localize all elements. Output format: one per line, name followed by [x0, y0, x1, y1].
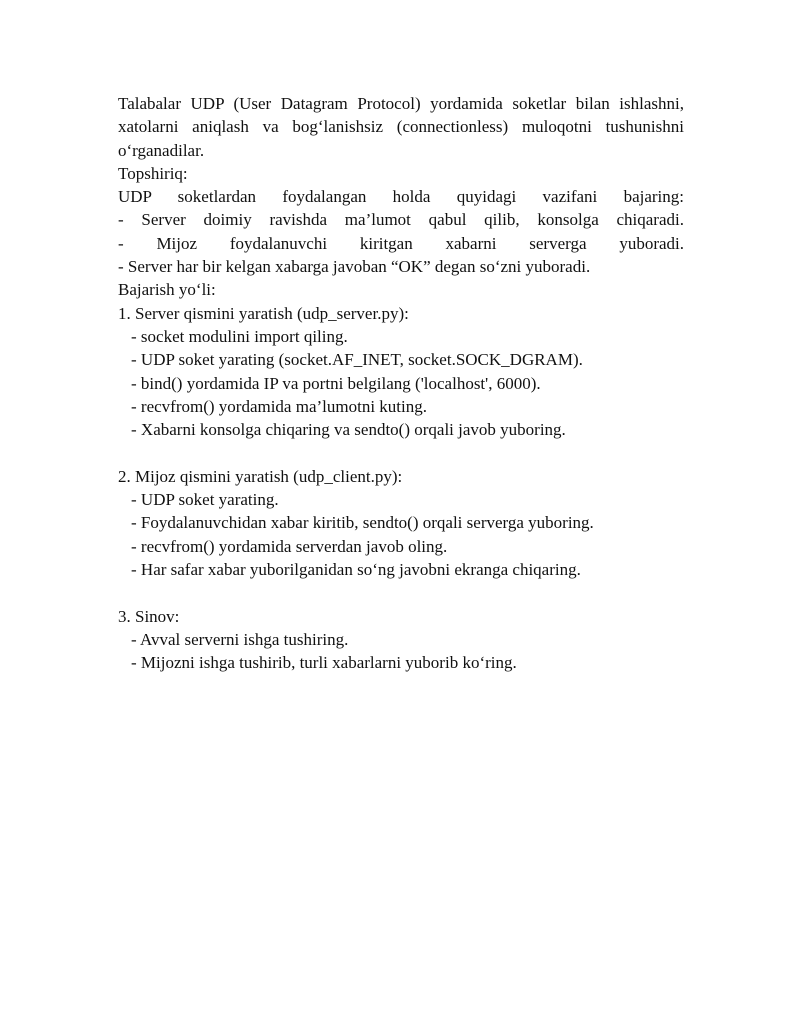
section-spacer	[118, 581, 684, 604]
task-line-3: - Mijoz foydalanuvchi kiritgan xabarni serverga yuboradi.	[118, 233, 684, 253]
task-line-4: - Server har bir kelgan xabarga javoban “OK” degan so‘zni yuboradi.	[118, 257, 591, 277]
client-step: - UDP soket yarating.	[131, 490, 279, 510]
server-step: - UDP soket yarating (socket.AF_INET, socket.SOCK_DGRAM).	[131, 350, 583, 370]
intro-line-1: Talabalar UDP (User Datagram Protocol) yordamida soketlar bilan ishlashni,	[118, 94, 684, 113]
client-step: - recvfrom() yordamida serverdan javob oling.	[131, 536, 448, 556]
task-line-1: UDP soketlardan foydalangan holda quyidagi vazifani bajaring:	[118, 187, 684, 207]
server-step: - socket modulini import qiling.	[131, 326, 348, 346]
task-line-2: - Server doimiy ravishda ma’lumot qabul qilib, konsolga chiqaradi.	[118, 210, 684, 230]
document-page	[118, 92, 684, 674]
intro-line-2: xatolarni aniqlash va bog‘lanishsiz (connectionless) muloqotni tushunishni	[118, 117, 684, 137]
server-step: - recvfrom() yordamida ma’lumotni kuting.	[131, 396, 427, 416]
test-step: - Avval serverni ishga tushiring.	[131, 629, 349, 649]
task-heading: Topshiriq:	[118, 163, 188, 183]
client-step: - Har safar xabar yuborilganidan so‘ng javobni ekranga chiqaring.	[131, 559, 581, 579]
server-step: - bind() yordamida IP va portni belgilang ('localhost', 6000).	[131, 373, 541, 393]
section-spacer	[118, 441, 684, 464]
client-step: - Foydalanuvchidan xabar kiritib, sendto() orqali serverga yuboring.	[131, 513, 594, 533]
test-step: - Mijozni ishga tushirib, turli xabarlarni yuborib ko‘ring.	[131, 653, 517, 673]
client-section-title: 2. Mijoz qismini yaratish (udp_client.py):	[118, 466, 403, 486]
server-step: - Xabarni konsolga chiqaring va sendto() orqali javob yuboring.	[131, 420, 566, 440]
intro-line-3: o‘rganadilar.	[118, 140, 205, 160]
server-section-title: 1. Server qismini yaratish (udp_server.py):	[118, 303, 409, 323]
test-section-title: 3. Sinov:	[118, 606, 180, 626]
procedure-heading: Bajarish yo‘li:	[118, 280, 216, 300]
